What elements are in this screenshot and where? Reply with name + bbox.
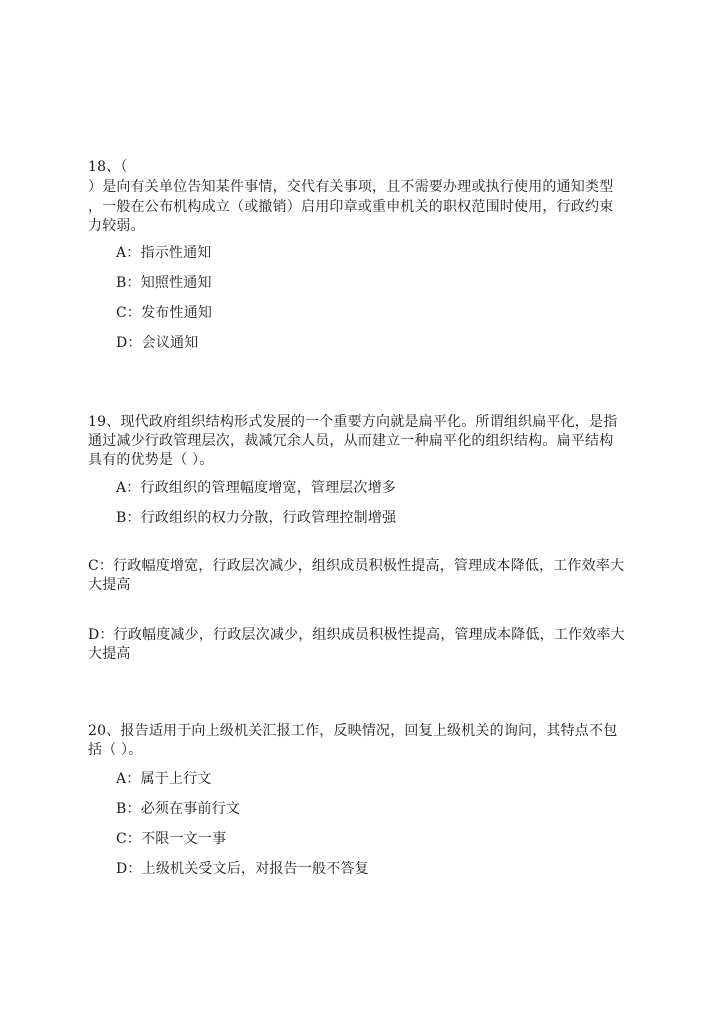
question-18-option-d: D：会议通知 [116, 335, 199, 351]
question-20-option-d: D：上级机关受文后，对报告一般不答复 [116, 861, 369, 877]
question-19-line-1: 19、现代政府组织结构形式发展的一个重要方向就是扁平化。所谓组织扁平化，是指 [88, 414, 618, 430]
question-19-line-2: 通过减少行政管理层次，裁减冗余人员，从而建立一种扁平化的组织结构。扁平结构 [88, 433, 614, 449]
question-19-option-d-line-2: 大提高 [88, 646, 131, 662]
question-19-option-c-line-1: C：行政幅度增宽，行政层次减少，组织成员积极性提高，管理成本降低，工作效率大 [88, 558, 625, 574]
question-20-option-a: A：属于上行文 [116, 771, 212, 787]
question-18-line-4: 力较弱。 [88, 218, 145, 234]
question-18-option-b: B：知照性通知 [116, 275, 212, 291]
question-20-line-2: 括（ ）。 [88, 742, 143, 758]
question-19-option-b: B：行政组织的权力分散，行政管理控制增强 [116, 510, 397, 526]
question-19-option-d-line-1: D：行政幅度减少，行政层次减少，组织成员积极性提高，管理成本降低，工作效率大 [88, 627, 625, 643]
question-19-option-a: A：行政组织的管理幅度增宽，管理层次增多 [116, 480, 397, 496]
question-19-option-c-line-2: 大提高 [88, 577, 131, 593]
question-20-option-b: B：必须在事前行文 [116, 801, 241, 817]
question-18-option-c: C：发布性通知 [116, 305, 213, 321]
question-18-line-1: 18、（ [88, 159, 128, 175]
question-18-line-3: ，一般在公布机构成立（或撤销）启用印章或重申机关的职权范围时使用，行政约束 [88, 199, 614, 215]
question-18-option-a: A：指示性通知 [116, 245, 212, 261]
question-20-line-1: 20、报告适用于向上级机关汇报工作，反映情况，回复上级机关的询问，其特点不包 [88, 723, 618, 739]
question-20-option-c: C：不限一文一事 [116, 831, 227, 847]
question-19-line-3: 具有的优势是（ ）。 [88, 452, 214, 468]
question-18-line-2: ）是向有关单位告知某件事情，交代有关事项，且不需要办理或执行使用的通知类型 [88, 179, 614, 195]
